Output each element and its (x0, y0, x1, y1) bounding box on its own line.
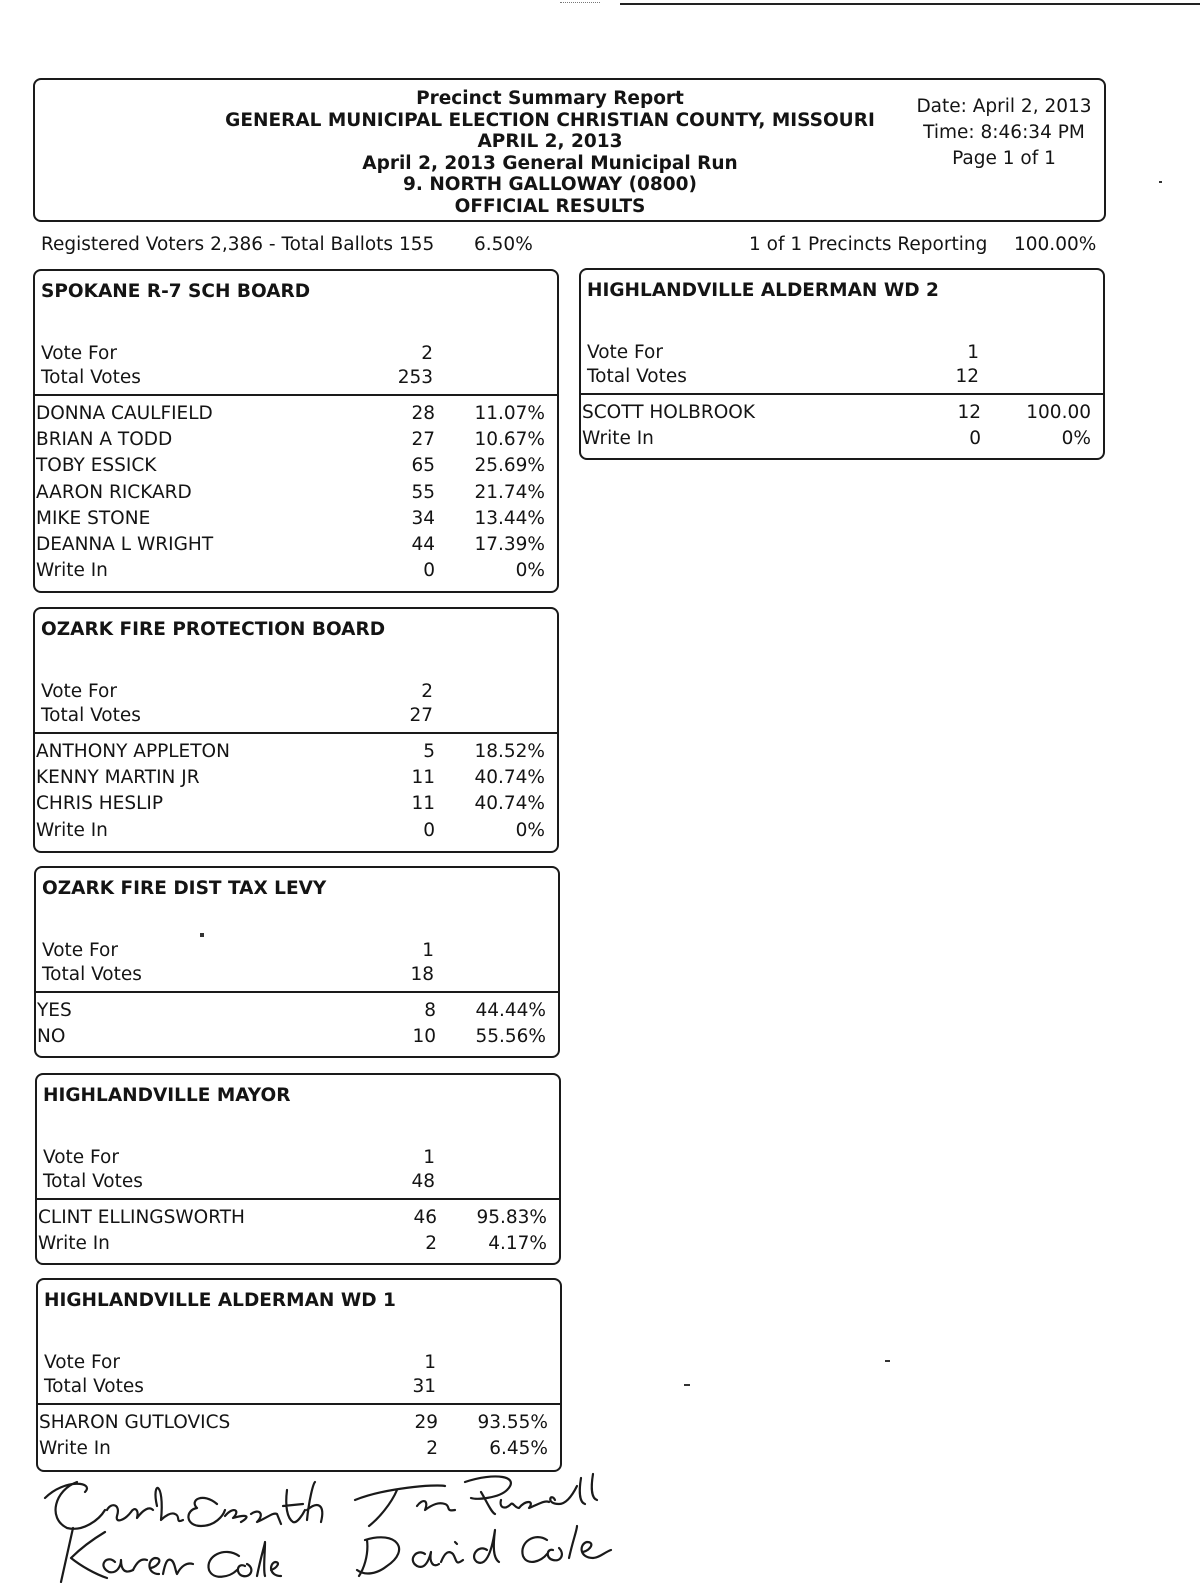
candidate-percent: 18.52% (474, 741, 545, 762)
candidate-name: TOBY ESSICK (36, 455, 157, 477)
results-separator (581, 393, 1103, 395)
scan-speck (1159, 181, 1162, 183)
race-box (34, 866, 560, 1058)
race-title: HIGHLANDVILLE ALDERMAN WD 1 (44, 1290, 396, 1311)
race-title: OZARK FIRE DIST TAX LEVY (42, 878, 327, 899)
candidate-votes: 0 (423, 819, 435, 841)
candidate-name: Write In (39, 1438, 111, 1460)
candidate-votes: 2 (426, 1438, 438, 1460)
vote-for-value: 1 (424, 1352, 436, 1373)
candidate-votes: 28 (411, 403, 435, 424)
scan-speck (684, 1384, 690, 1386)
race-title: HIGHLANDVILLE MAYOR (43, 1085, 291, 1106)
run-name: April 2, 2013 General Municipal Run (362, 152, 738, 174)
candidate-name: AARON RICKARD (36, 481, 192, 503)
results-status: OFFICIAL RESULTS (454, 195, 646, 217)
total-votes-value: 12 (955, 366, 979, 387)
total-votes-label: Total Votes (42, 964, 142, 985)
total-votes-value: 253 (397, 367, 433, 388)
vote-for-value: 1 (423, 1147, 435, 1168)
vote-for-value: 2 (421, 343, 433, 364)
report-page: Page 1 of 1 (952, 148, 1056, 169)
candidate-name: KENNY MARTIN JR (36, 767, 200, 789)
turnout-percent: 6.50% (474, 234, 533, 255)
candidate-votes: 8 (424, 1000, 436, 1021)
candidate-votes: 65 (411, 455, 435, 477)
candidate-name: DEANNA L WRIGHT (36, 534, 214, 555)
candidate-percent: 6.45% (489, 1438, 548, 1460)
race-title: HIGHLANDVILLE ALDERMAN WD 2 (587, 280, 939, 301)
total-votes-value: 18 (410, 964, 434, 985)
results-separator (35, 732, 557, 734)
candidate-name: YES (37, 1000, 72, 1021)
candidate-votes: 44 (411, 534, 435, 555)
candidate-votes: 29 (414, 1412, 438, 1433)
total-votes-label: Total Votes (41, 367, 141, 388)
report-time: Time: 8:46:34 PM (923, 122, 1085, 143)
precincts-reporting: 1 of 1 Precincts Reporting (749, 234, 988, 255)
scan-mark (560, 2, 600, 3)
candidate-percent: 0% (515, 560, 545, 582)
registered-voters: Registered Voters 2,386 - Total Ballots 155 (41, 234, 435, 255)
vote-for-label: Vote For (41, 343, 117, 364)
candidate-votes: 10 (412, 1026, 436, 1048)
results-separator (37, 1198, 559, 1200)
total-votes-label: Total Votes (44, 1376, 144, 1397)
candidate-percent: 4.17% (488, 1233, 547, 1255)
candidate-percent: 0% (1061, 428, 1091, 450)
vote-for-value: 1 (967, 342, 979, 363)
candidate-name: SHARON GUTLOVICS (39, 1412, 231, 1433)
vote-for-label: Vote For (42, 940, 118, 961)
report-title: Precinct Summary Report (416, 88, 684, 109)
vote-for-value: 1 (422, 940, 434, 961)
results-separator (36, 991, 558, 993)
vote-for-label: Vote For (587, 342, 663, 363)
results-separator (38, 1403, 560, 1405)
candidate-percent: 100.00 (1026, 402, 1091, 423)
election-name: GENERAL MUNICIPAL ELECTION CHRISTIAN COUNTY, MISSOURI (225, 109, 875, 131)
candidate-percent: 0% (515, 819, 545, 841)
total-votes-value: 48 (411, 1171, 435, 1192)
candidate-percent: 40.74% (474, 793, 545, 815)
candidate-name: Write In (582, 428, 654, 450)
candidate-percent: 55.56% (475, 1026, 546, 1048)
race-box (33, 269, 559, 593)
candidate-votes: 27 (411, 429, 435, 451)
total-votes-label: Total Votes (43, 1171, 143, 1192)
candidate-name: SCOTT HOLBROOK (582, 402, 755, 423)
candidate-votes: 0 (423, 560, 435, 582)
candidate-percent: 95.83% (476, 1207, 547, 1228)
precinct-name: 9. NORTH GALLOWAY (0800) (402, 174, 697, 195)
results-separator (35, 394, 557, 396)
race-title: SPOKANE R-7 SCH BOARD (41, 281, 311, 302)
vote-for-label: Vote For (43, 1147, 119, 1168)
candidate-name: CHRIS HESLIP (36, 793, 164, 815)
candidate-votes: 55 (411, 481, 435, 503)
candidate-name: BRIAN A TODD (36, 429, 173, 451)
candidate-percent: 25.69% (474, 455, 545, 477)
candidate-votes: 5 (423, 741, 435, 762)
candidate-percent: 93.55% (477, 1412, 548, 1433)
vote-for-label: Vote For (41, 681, 117, 702)
candidate-percent: 11.07% (474, 403, 545, 424)
candidate-name: NO (37, 1026, 66, 1048)
race-title: OZARK FIRE PROTECTION BOARD (41, 619, 386, 640)
candidate-votes: 11 (411, 793, 435, 815)
total-votes-label: Total Votes (41, 705, 141, 726)
candidate-votes: 11 (411, 767, 435, 789)
election-date: APRIL 2, 2013 (477, 131, 623, 152)
candidate-name: MIKE STONE (36, 507, 151, 529)
scan-speck (885, 1360, 890, 1362)
candidate-percent: 40.74% (474, 767, 545, 789)
candidate-name: DONNA CAULFIELD (36, 403, 213, 424)
candidate-name: Write In (36, 560, 108, 582)
candidate-percent: 44.44% (475, 1000, 546, 1021)
scan-speck (200, 933, 204, 937)
scan-edge-line (620, 3, 1200, 5)
race-box (579, 268, 1105, 460)
race-box (36, 1278, 562, 1472)
candidate-percent: 13.44% (474, 507, 545, 529)
report-date: Date: April 2, 2013 (916, 96, 1092, 117)
total-votes-label: Total Votes (587, 366, 687, 387)
candidate-votes: 12 (957, 402, 981, 423)
total-votes-value: 27 (409, 705, 433, 726)
candidate-name: CLINT ELLINGSWORTH (38, 1207, 245, 1228)
vote-for-value: 2 (421, 681, 433, 702)
precincts-reporting-percent: 100.00% (1014, 234, 1097, 255)
candidate-votes: 0 (969, 428, 981, 450)
candidate-percent: 10.67% (474, 429, 545, 451)
race-box (35, 1073, 561, 1265)
signatures (25, 1470, 645, 1583)
candidate-name: Write In (36, 819, 108, 841)
candidate-percent: 17.39% (474, 534, 545, 555)
candidate-votes: 2 (425, 1233, 437, 1255)
total-votes-value: 31 (412, 1376, 436, 1397)
vote-for-label: Vote For (44, 1352, 120, 1373)
candidate-name: Write In (38, 1233, 110, 1255)
candidate-votes: 46 (413, 1207, 437, 1228)
candidate-votes: 34 (411, 507, 435, 529)
candidate-percent: 21.74% (474, 481, 545, 503)
report-header (33, 78, 1106, 222)
race-box (33, 607, 559, 853)
report-meta (909, 94, 1099, 172)
candidate-name: ANTHONY APPLETON (36, 741, 230, 762)
